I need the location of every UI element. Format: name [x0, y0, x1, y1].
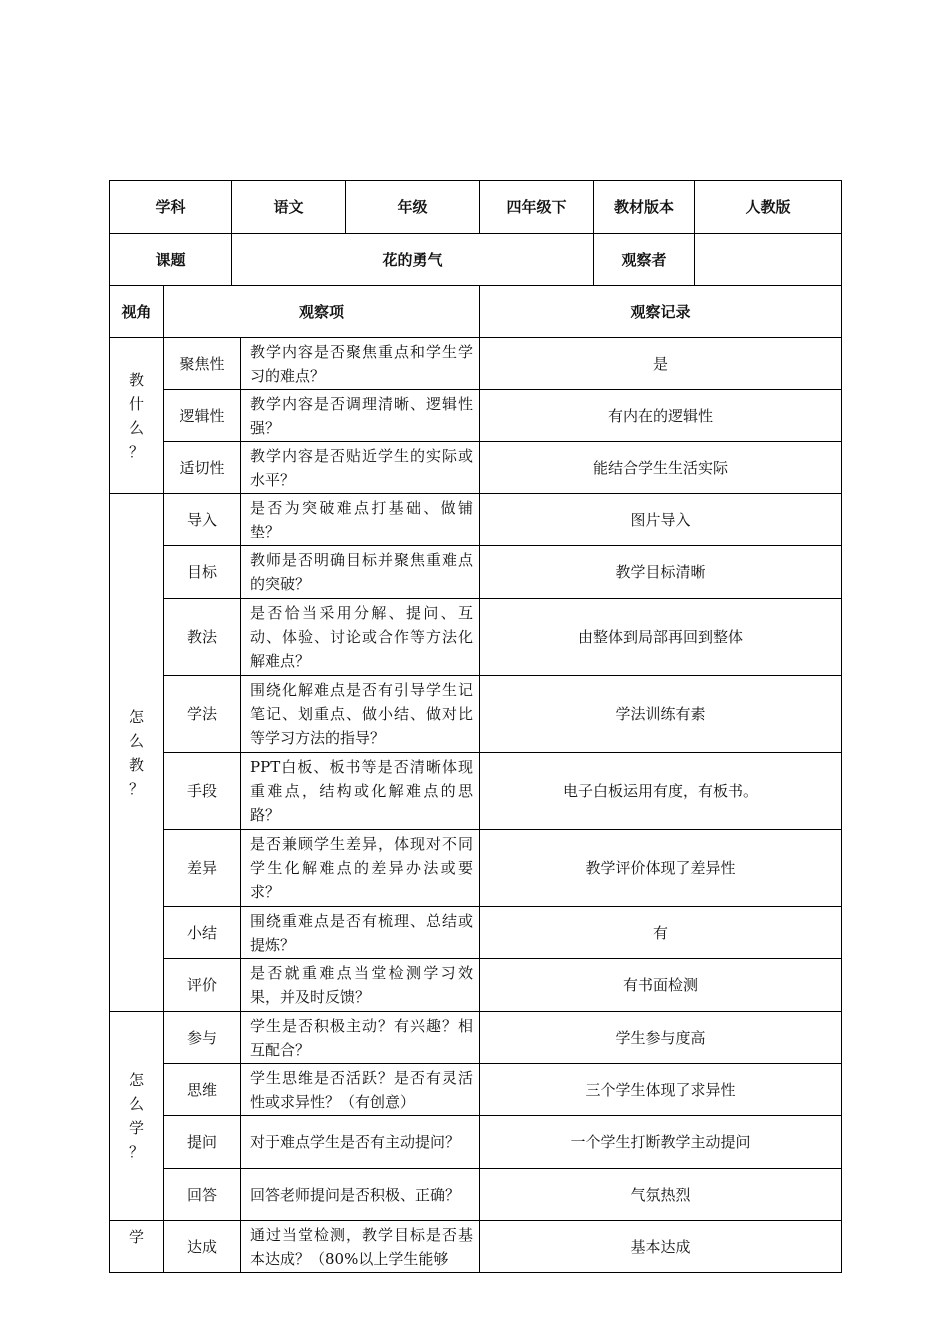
item-name: 教法 [164, 599, 241, 676]
item-question: 围绕重难点是否有梳理、总结或提炼？ [241, 907, 480, 959]
perspective-char: ？ [128, 1143, 144, 1161]
grade-value: 四年级下 [480, 181, 594, 234]
perspective-char: ？ [128, 442, 144, 461]
item-name: 达成 [164, 1221, 241, 1273]
perspective-cell-how-teach [110, 494, 164, 1012]
item-name: 导入 [164, 494, 241, 546]
item-record: 能结合学生生活实际 [480, 442, 842, 494]
item-record: 有书面检测 [480, 959, 842, 1012]
table-row [110, 907, 842, 959]
item-name: 逻辑性 [164, 390, 241, 442]
item-name: 评价 [164, 959, 241, 1012]
item-question: 通过当堂检测，教学目标是否基本达成？（80%以上学生能够 [241, 1221, 480, 1273]
topic-label: 课题 [110, 234, 232, 286]
perspective-char: 么 [128, 1095, 144, 1113]
table-row [110, 338, 842, 390]
item-name: 目标 [164, 546, 241, 599]
item-question: 回答老师提问是否积极、正确？ [241, 1169, 480, 1221]
item-name: 适切性 [164, 442, 241, 494]
item-question: 学生是否积极主动？有兴趣？相互配合？ [241, 1012, 480, 1064]
table-row [110, 1012, 842, 1064]
table-row [110, 959, 842, 1012]
item-name: 思维 [164, 1064, 241, 1116]
item-question: 是否就重难点当堂检测学习效果，并及时反馈？ [241, 959, 480, 1012]
item-question: 对于难点学生是否有主动提问？ [241, 1116, 480, 1169]
item-record: 有内在的逻辑性 [480, 390, 842, 442]
item-question: PPT白板、板书等是否清晰体现重难点，结构或化解难点的思路？ [241, 753, 480, 830]
table-row [110, 494, 842, 546]
edition-label: 教材版本 [594, 181, 695, 234]
table-row [110, 390, 842, 442]
table-row [110, 676, 842, 753]
item-question: 是否兼顾学生差异，体现对不同学生化解难点的差异办法或要求？ [241, 830, 480, 907]
perspective-char: 教 [128, 370, 144, 389]
table-row [110, 599, 842, 676]
observer-value [695, 234, 842, 286]
item-name: 小结 [164, 907, 241, 959]
item-record: 一个学生打断教学主动提问 [480, 1116, 842, 1169]
perspective-char: ？ [128, 779, 144, 798]
item-record: 电子白板运用有度，有板书。 [480, 753, 842, 830]
item-record: 图片导入 [480, 494, 842, 546]
edition-value: 人教版 [695, 181, 842, 234]
item-name: 参与 [164, 1012, 241, 1064]
item-question: 围绕化解难点是否有引导学生记笔记、划重点、做小结、做对比等学习方法的指导？ [241, 676, 480, 753]
item-name: 差异 [164, 830, 241, 907]
perspective-cell-learn [110, 1221, 164, 1273]
item-record: 教学评价体现了差异性 [480, 830, 842, 907]
perspective-char: 么 [128, 418, 144, 437]
item-record: 基本达成 [480, 1221, 842, 1273]
table-row [110, 1221, 842, 1273]
perspective-char: 学 [128, 1228, 144, 1246]
perspective-char: 么 [128, 731, 144, 750]
perspective-char: 怎 [128, 707, 144, 726]
table-row [110, 1064, 842, 1116]
perspective-char: 怎 [128, 1071, 144, 1089]
perspective-header: 视角 [110, 286, 164, 338]
item-question: 教学内容是否调理清晰、逻辑性强？ [241, 390, 480, 442]
header-row-1 [110, 181, 842, 234]
item-record: 教学目标清晰 [480, 546, 842, 599]
item-question: 教学内容是否聚焦重点和学生学习的难点？ [241, 338, 480, 390]
item-question: 教学内容是否贴近学生的实际或水平？ [241, 442, 480, 494]
item-header: 观察项 [164, 286, 480, 338]
table-row [110, 442, 842, 494]
item-name: 学法 [164, 676, 241, 753]
header-row-2 [110, 234, 842, 286]
item-record: 由整体到局部再回到整体 [480, 599, 842, 676]
item-record: 是 [480, 338, 842, 390]
perspective-cell-what [110, 338, 164, 494]
topic-value: 花的勇气 [232, 234, 594, 286]
perspective-char: 学 [128, 1119, 144, 1137]
item-question: 是否为突破难点打基础、做铺垫？ [241, 494, 480, 546]
item-question: 是否恰当采用分解、提问、互动、体验、讨论或合作等方法化解难点？ [241, 599, 480, 676]
table-row [110, 1116, 842, 1169]
item-question: 教师是否明确目标并聚焦重难点的突破？ [241, 546, 480, 599]
table-row [110, 830, 842, 907]
grade-label: 年级 [346, 181, 480, 234]
item-record: 三个学生体现了求异性 [480, 1064, 842, 1116]
table-row [110, 753, 842, 830]
table-row [110, 1169, 842, 1221]
subject-value: 语文 [232, 181, 346, 234]
item-name: 回答 [164, 1169, 241, 1221]
item-record: 学法训练有素 [480, 676, 842, 753]
item-record: 学生参与度高 [480, 1012, 842, 1064]
item-record: 气氛热烈 [480, 1169, 842, 1221]
record-header: 观察记录 [480, 286, 842, 338]
perspective-char: 教 [128, 755, 144, 774]
item-name: 聚焦性 [164, 338, 241, 390]
perspective-char: 什 [128, 394, 144, 413]
item-name: 手段 [164, 753, 241, 830]
column-header-row [110, 286, 842, 338]
table-row [110, 546, 842, 599]
perspective-cell-how-learn [110, 1012, 164, 1221]
observation-table [109, 180, 842, 1273]
item-record: 有 [480, 907, 842, 959]
observer-label: 观察者 [594, 234, 695, 286]
item-name: 提问 [164, 1116, 241, 1169]
subject-label: 学科 [110, 181, 232, 234]
item-question: 学生思维是否活跃？是否有灵活性或求异性？（有创意） [241, 1064, 480, 1116]
